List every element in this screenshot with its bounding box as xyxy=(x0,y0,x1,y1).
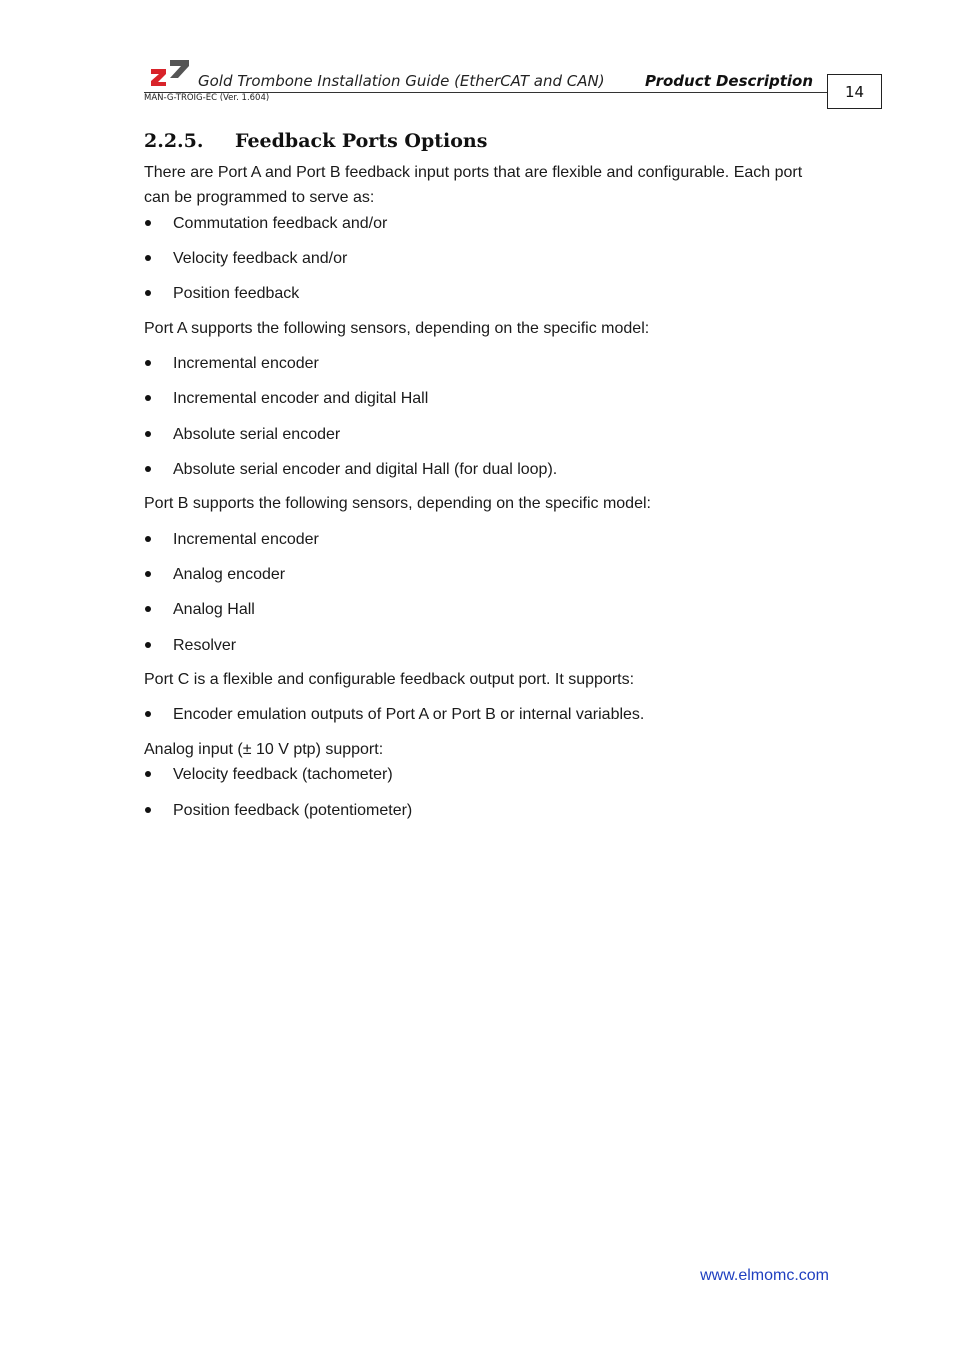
list-item-text: Position feedback xyxy=(173,285,300,302)
list-item-text: Velocity feedback (tachometer) xyxy=(173,766,393,783)
bullet-icon xyxy=(145,771,151,777)
bullet-icon xyxy=(145,290,151,296)
section-name: Product Description xyxy=(645,72,813,90)
list-item-text: Resolver xyxy=(173,637,237,654)
list-item-text: Incremental encoder and digital Hall xyxy=(173,390,429,407)
bullet-icon xyxy=(145,220,151,226)
elmo-logo xyxy=(148,58,190,88)
port-a-paragraph: Port A supports the following sensors, depending on the specific model: xyxy=(144,320,650,337)
list-item-text: Position feedback (potentiometer) xyxy=(173,802,413,819)
list-item-text: Incremental encoder xyxy=(173,531,319,548)
page-number xyxy=(827,74,882,109)
document-code: MAN-G-TROIG-EC (Ver. 1.604) xyxy=(144,93,270,103)
bullet-icon xyxy=(145,807,151,813)
bullet-icon xyxy=(145,431,151,437)
section-heading xyxy=(144,130,487,152)
bullet-icon xyxy=(145,571,151,577)
section-number: 2.2.5. xyxy=(144,130,204,152)
intro-paragraph-line-2: can be programmed to serve as: xyxy=(144,189,375,206)
bullet-icon xyxy=(145,255,151,261)
list-item-text: Commutation feedback and/or xyxy=(173,215,388,232)
bullet-icon xyxy=(145,642,151,648)
list-item-text: Absolute serial encoder and digital Hall (for dual loop). xyxy=(173,461,558,478)
list-item-text: Incremental encoder xyxy=(173,355,319,372)
section-title: Feedback Ports Options xyxy=(235,130,488,152)
page-number-text: 14 xyxy=(844,82,865,101)
bullet-icon xyxy=(145,711,151,717)
bullet-icon xyxy=(145,466,151,472)
list-item-text: Absolute serial encoder xyxy=(173,426,341,443)
document-title: Gold Trombone Installation Guide (EtherCAT and CAN) xyxy=(198,72,605,90)
port-b-paragraph: Port B supports the following sensors, depending on the specific model: xyxy=(144,495,651,512)
intro-paragraph-line-1: There are Port A and Port B feedback input ports that are flexible and configurable. Each port xyxy=(144,164,803,181)
analog-input-paragraph: Analog input (± 10 V ptp) support: xyxy=(144,741,384,758)
bullet-icon xyxy=(145,360,151,366)
bullet-icon xyxy=(145,395,151,401)
list-item-text: Velocity feedback and/or xyxy=(173,250,348,267)
website-link[interactable]: www.elmomc.com xyxy=(700,1267,829,1284)
bullet-icon xyxy=(145,606,151,612)
bullet-icon xyxy=(145,536,151,542)
list-item-text: Analog Hall xyxy=(173,601,255,618)
list-item-text: Encoder emulation outputs of Port A or Port B or internal variables. xyxy=(173,706,645,723)
list-item-text: Analog encoder xyxy=(173,566,286,583)
port-c-paragraph: Port C is a flexible and configurable feedback output port. It supports: xyxy=(144,671,635,688)
